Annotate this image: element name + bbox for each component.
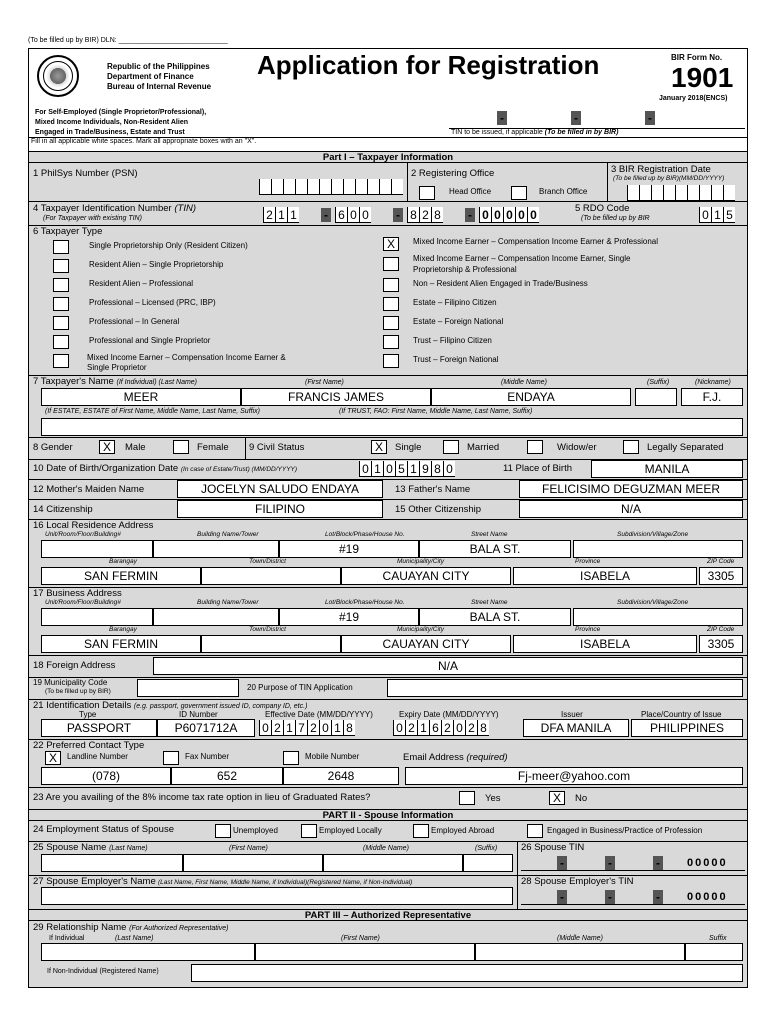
rep-first-name-field[interactable]	[255, 943, 475, 961]
nickname-caption: (Nickname)	[695, 379, 731, 386]
res-lot-field[interactable]: #19	[279, 540, 419, 558]
type-prof-general-checkbox[interactable]	[53, 316, 69, 330]
res-town-field[interactable]	[201, 567, 341, 585]
f8-label: 8 Gender	[33, 442, 73, 453]
f13-label: 13 Father's Name	[395, 484, 471, 495]
type-prof-general-label: Professional – In General	[89, 317, 180, 326]
type-mixed-all-label2: Proprietorship & Professional	[413, 265, 517, 274]
res-street-field[interactable]: BALA ST.	[419, 540, 571, 558]
registration-date-boxes[interactable]	[627, 185, 735, 201]
tin-digits-group2[interactable]: 6 0 0	[335, 207, 371, 223]
rep-last-name-field[interactable]	[41, 943, 255, 961]
eight-percent-no-checkbox[interactable]: X	[549, 791, 565, 805]
f16-label: 16 Local Residence Address	[33, 520, 154, 531]
married-checkbox[interactable]	[443, 440, 459, 454]
f9-label: 9 Civil Status	[249, 442, 305, 453]
estate-trust-name-field[interactable]	[41, 418, 743, 436]
res-building-caption: Building Name/Tower	[197, 531, 259, 538]
bus-unit-caption: Unit/Room/Floor/Building#	[45, 599, 121, 606]
bus-lot-caption: Lot/Block/Phase/House No.	[325, 599, 405, 606]
rep-suffix-field[interactable]	[685, 943, 743, 961]
id-issuer-field[interactable]: DFA MANILA	[523, 719, 629, 737]
f17-label: 17 Business Address	[33, 588, 122, 599]
if-non-individual-label: If Non-Individual (Registered Name)	[47, 968, 159, 975]
f15-label: 15 Other Citizenship	[395, 504, 482, 515]
rdo-code-boxes[interactable]: 0 1 5	[699, 207, 735, 223]
email-label: Email Address (required)	[403, 752, 508, 763]
res-subdivision-caption: Subdivision/Village/Zone	[617, 531, 689, 538]
type-nra-label: Non – Resident Alien Engaged in Trade/Business	[413, 279, 588, 288]
part3-title: PART III – Authorized Representative	[29, 909, 747, 921]
res-province-field[interactable]: ISABELA	[513, 567, 697, 585]
for-line-1: For Self-Employed (Single Proprietor/Professional),	[35, 109, 207, 116]
bus-building-field[interactable]	[153, 608, 279, 626]
republic-label: Republic of the Philippines	[107, 62, 210, 71]
type-nra-checkbox[interactable]	[383, 278, 399, 292]
fax-label: Fax Number	[185, 752, 230, 761]
middle-name-field[interactable]: ENDAYA	[431, 388, 631, 406]
male-checkbox[interactable]: X	[99, 440, 115, 454]
bus-barangay-caption: Barangay	[109, 626, 137, 633]
rep-last-caption: (Last Name)	[115, 935, 154, 942]
id-type-caption: Type	[79, 710, 97, 719]
f2-label: 2 Registering Office	[411, 168, 495, 179]
married-label: Married	[467, 442, 500, 453]
type-prof-licensed-label: Professional – Licensed (PRC, IBP)	[89, 298, 216, 307]
female-label: Female	[197, 442, 229, 453]
bus-lot-field[interactable]: #19	[279, 608, 419, 626]
spouse-last-name-field[interactable]	[41, 854, 183, 872]
form-date: January 2018(ENCS)	[659, 95, 728, 102]
type-ra-single-prop-label: Resident Alien – Single Proprietorship	[89, 260, 224, 269]
rep-suffix-caption: Suffix	[709, 935, 727, 942]
f23-label: 23 Are you availing of the 8% income tax rate option in lieu of Graduated Rates?	[33, 792, 371, 803]
rep-registered-name-field[interactable]	[191, 964, 743, 982]
res-barangay-field[interactable]: SAN FERMIN	[41, 567, 201, 585]
suffix-caption: (Suffix)	[647, 379, 670, 386]
type-mixed-all-label: Mixed Income Earner – Compensation Income Earner, Single	[413, 254, 631, 263]
id-effective-date-boxes[interactable]: 0 2 1 7 2 0 1 8	[259, 720, 355, 736]
res-zip-field[interactable]: 3305	[699, 567, 743, 585]
bus-barangay-field[interactable]: SAN FERMIN	[41, 635, 201, 653]
foreign-address-field[interactable]: N/A	[153, 657, 743, 675]
f7-label: 7 Taxpayer's Name (If Individual) (Last Name)	[33, 376, 198, 387]
part1-title: Part I – Taxpayer Information	[29, 151, 747, 163]
rep-middle-name-field[interactable]	[475, 943, 685, 961]
first-name-field[interactable]: FRANCIS JAMES	[241, 388, 431, 406]
last-name-field[interactable]: MEER	[41, 388, 241, 406]
eight-percent-yes-checkbox[interactable]	[459, 791, 475, 805]
type-ra-professional-checkbox[interactable]	[53, 278, 69, 292]
type-mixed-professional-label: Mixed Income Earner – Compensation Income Earner & Professional	[413, 237, 659, 246]
place-of-birth-field[interactable]: MANILA	[591, 460, 743, 478]
spouse-employer-name-field[interactable]	[41, 887, 513, 905]
bus-subdivision-field[interactable]	[573, 608, 743, 626]
email-field[interactable]: Fj-meer@yahoo.com	[405, 767, 743, 785]
bus-street-field[interactable]: BALA ST.	[419, 608, 571, 626]
spouse-first-name-field[interactable]	[183, 854, 323, 872]
separated-checkbox[interactable]	[623, 440, 639, 454]
id-expiry-caption: Expiry Date (MM/DD/YYYY)	[399, 710, 499, 719]
phone-area-field[interactable]: (078)	[41, 767, 171, 785]
first-name-caption: (First Name)	[305, 379, 344, 386]
f14-label: 14 Citizenship	[33, 504, 93, 515]
type-estate-filipino-checkbox[interactable]	[383, 297, 399, 311]
f3-label: 3 BIR Registration Date	[611, 164, 711, 175]
bus-building-caption: Building Name/Tower	[197, 599, 259, 606]
spouse-employed-locally-label: Employed Locally	[319, 826, 382, 835]
id-expiry-date-boxes[interactable]: 0 2 1 6 2 0 2 8	[393, 720, 489, 736]
bus-town-field[interactable]	[201, 635, 341, 653]
res-lot-caption: Lot/Block/Phase/House No.	[325, 531, 405, 538]
f27-label: 27 Spouse Employer's Name (Last Name, First Name, Middle Name, if Individual)(Registered Name, if Non-Individual)	[33, 876, 413, 887]
bus-zip-field[interactable]: 3305	[699, 635, 743, 653]
type-prof-single-prop-checkbox[interactable]	[53, 335, 69, 349]
f12-label: 12 Mother's Maiden Name	[33, 484, 145, 495]
type-trust-filipino-label: Trust – Filipino Citizen	[413, 336, 492, 345]
no-label: No	[575, 793, 588, 804]
spouse-tin-branch: 00000	[687, 857, 728, 869]
res-unit-caption: Unit/Room/Floor/Building#	[45, 531, 121, 538]
mobile-checkbox[interactable]	[283, 751, 299, 765]
f18-label: 18 Foreign Address	[33, 660, 116, 671]
type-mixed-single-prop-checkbox[interactable]	[53, 354, 69, 368]
spouse-unemployed-label: Unemployed	[233, 826, 278, 835]
type-ra-professional-label: Resident Alien – Professional	[89, 279, 194, 288]
id-number-caption: ID Number	[179, 710, 218, 719]
head-office-label: Head Office	[449, 187, 492, 196]
bus-province-caption: Province	[575, 626, 601, 633]
type-single-prop-label: Single Proprietorship Only (Resident Citizen)	[89, 241, 248, 250]
bus-street-caption: Street Name	[471, 599, 508, 606]
f19-note: (To be filled up by BIR)	[45, 688, 111, 695]
type-estate-filipino-label: Estate – Filipino Citizen	[413, 298, 497, 307]
bus-town-caption: Town/District	[249, 626, 286, 633]
purpose-tin-field[interactable]	[387, 679, 743, 697]
bus-city-caption: Municipality/City	[397, 626, 444, 633]
type-ra-single-prop-checkbox[interactable]	[53, 259, 69, 273]
rep-middle-caption: (Middle Name)	[557, 935, 603, 942]
type-prof-single-prop-label: Professional and Single Proprietor	[89, 336, 211, 345]
res-zip-caption: ZIP Code	[707, 558, 735, 565]
f10-label: 10 Date of Birth/Organization Date (In case of Estate/Trust) (MM/DD/YYYY)	[33, 463, 298, 474]
fax-checkbox[interactable]	[163, 751, 179, 765]
bureau-label: Bureau of Internal Revenue	[107, 82, 212, 91]
res-city-field[interactable]: CAUAYAN CITY	[341, 567, 511, 585]
type-trust-filipino-checkbox[interactable]	[383, 335, 399, 349]
f22-label: 22 Preferred Contact Type	[33, 740, 145, 751]
dob-boxes[interactable]: 0 1 0 5 1 9 8 0	[359, 461, 455, 477]
f4-note: (For Taxpayer with existing TIN)	[43, 215, 142, 222]
landline-checkbox[interactable]: X	[45, 751, 61, 765]
f28-label: 28 Spouse Employer's TIN	[521, 876, 634, 887]
form-number: 1901	[671, 62, 734, 93]
spouse-middle-caption: (Middle Name)	[363, 845, 409, 852]
suffix-field[interactable]	[635, 388, 677, 406]
id-issuer-caption: Issuer	[561, 710, 583, 719]
f29-label: 29 Relationship Name (For Authorized Representative)	[33, 922, 229, 933]
id-number-field[interactable]: P6071712A	[157, 719, 255, 737]
fill-note: Fill in all applicable white spaces. Mark all appropriate boxes with an "X".	[31, 138, 257, 145]
head-office-checkbox[interactable]	[419, 186, 435, 200]
for-line-3: Engaged in Trade/Business, Estate and Trust	[35, 129, 185, 136]
id-country-field[interactable]: PHILIPPINES	[631, 719, 743, 737]
res-city-caption: Municipality/City	[397, 558, 444, 565]
bus-city-field[interactable]: CAUAYAN CITY	[341, 635, 511, 653]
spouse-unemployed-checkbox[interactable]	[215, 824, 231, 838]
type-trust-foreign-label: Trust – Foreign National	[413, 355, 499, 364]
estate-note: (If ESTATE, ESTATE of First Name, Middle Name, Last Name, Suffix)	[45, 408, 260, 415]
tin-digits-group3[interactable]: 8 2 8	[407, 207, 443, 223]
trust-note: (If TRUST, FAO: First Name, Middle Name, Last Name, Suffix)	[339, 408, 533, 415]
type-prof-licensed-checkbox[interactable]	[53, 297, 69, 311]
spouse-engaged-label: Engaged in Business/Practice of Profession	[547, 826, 703, 835]
f24-label: 24 Employment Status of Spouse	[33, 824, 174, 835]
father-name-field[interactable]: FELICISIMO DEGUZMAN MEER	[519, 480, 743, 498]
res-subdivision-field[interactable]	[573, 540, 743, 558]
f21-label: 21 Identification Details (e.g. passport, government issued ID, company ID, etc.)	[33, 700, 308, 711]
tin-digits-group1[interactable]: 2 1 1	[263, 207, 299, 223]
municipality-code-field[interactable]	[137, 679, 239, 697]
res-building-field[interactable]	[153, 540, 279, 558]
spouse-suffix-caption: (Suffix)	[475, 845, 498, 852]
type-estate-foreign-label: Estate – Foreign National	[413, 317, 504, 326]
spouse-employer-tin-boxes[interactable]: - - - 00000	[521, 889, 745, 905]
spouse-tin-boxes[interactable]: - - - 00000	[521, 855, 745, 871]
spouse-employed-abroad-label: Employed Abroad	[431, 826, 495, 835]
f5-note: (To be filled up by BIR	[581, 215, 650, 222]
male-label: Male	[125, 442, 146, 453]
f25-label: 25 Spouse Name (Last Name)	[33, 842, 148, 853]
spouse-first-caption: (First Name)	[229, 845, 268, 852]
branch-office-label: Branch Office	[539, 187, 588, 196]
tin-issue-label: TIN to be issued, if applicable (To be filled in by BIR)	[451, 129, 619, 136]
type-single-prop-checkbox[interactable]	[53, 240, 69, 254]
single-label: Single	[395, 442, 422, 453]
citizenship-field[interactable]: FILIPINO	[177, 500, 383, 518]
f20-label: 20 Purpose of TIN Application	[247, 683, 353, 692]
type-trust-foreign-checkbox[interactable]	[383, 354, 399, 368]
other-citizenship-field[interactable]: N/A	[519, 500, 743, 518]
res-unit-field[interactable]	[41, 540, 153, 558]
res-province-caption: Province	[575, 558, 601, 565]
if-individual-label: If Individual	[49, 935, 85, 942]
bus-province-field[interactable]: ISABELA	[513, 635, 697, 653]
f3-note: (To be filled up by BIR)(MM/DD/YYYY)	[613, 175, 725, 182]
f1-label: 1 PhilSys Number (PSN)	[33, 168, 138, 179]
department-label: Department of Finance	[107, 72, 194, 81]
dln-label: (To be filled up by BIR) DLN: ____________________________	[28, 37, 228, 44]
form-no-label: BIR Form No.	[671, 53, 723, 62]
for-line-2: Mixed Income Individuals, Non-Resident Alien	[35, 119, 188, 126]
f26-label: 26 Spouse TIN	[521, 842, 585, 853]
bir-seal-logo	[37, 55, 79, 97]
middle-name-caption: (Middle Name)	[501, 379, 547, 386]
bir-form-1901: Republic of the Philippines Department of Finance Bureau of Internal Revenue Application for Registration BIR Form No. 1901 January 2018(ENCS) For Self-Employed (Single Proprietor/Professional), Mixed Income Individuals, Non-Resident Alien Engaged in Trade/Business, Estate and Trust - - - TIN to be issued, if applicable (To be filled in by BIR) Fill in all applicable white spaces. Mark all appropriate boxes with an "X". Part I – Taxpayer Information 1 PhilSys Number (PSN) 2 Registering Office Head Office Branch Office 3 BIR Registration Date (To be filled up by BIR)(MM/DD/YYYY) 4 Taxpayer Identification Number (TIN) (For Taxpayer with existing TIN) 2 1 1 - 6 0 0 - 8 2 8 - 0 0 0 0 0 5 RDO Code (To be filled up by BIR 0 1 5 6 Taxpayer Type Single Proprietorship Only (Resident Citizen) Resident Alien – Single Proprietorship Resident Alien – Professional Professional – Licensed (PRC, IBP) Professional – In General Professional and Single Proprietor Mixed Income Earner – Compensation Income Earner & Single Proprietor X Mixed Income Earner – Compensation Income Earner & Professional Mixed Income Earner – Compensation Income Earner, Single Proprietorship & Professional Non – Resident Alien Engaged in Trade/Business Estate – Filipino Citizen Estate – Foreign National Trust – Filipino Citizen Trust – Foreign National 7 Taxpayer's Name (If Individual) (Last Name) (First Name) (Middle Name) (Suffix) (Nickname) MEER FRANCIS JAMES ENDAYA F.J. (If ESTATE, ESTATE of First Name, Middle Name, Last Name, Suffix) (If TRUST, FAO: First Name, Middle Name, Last Name, Suffix) 8 Gender X Male Female 9 Civil Status X Single Married Widow/er Legally Separated 10 Date of Birth/Organization Date (In case of Estate/Trust) (MM/DD/YYYY) 0 1 0 5 1 9 8 0 11 Place of Birth MANILA 12 Mother's Maiden Name JOCELYN SALUDO ENDAYA 13 Father's Name FELICISIMO DEGUZMAN MEER 14 Citizenship FILIPINO 15 Other Citizenship N/A 16 Local Residence Address Unit/Room/Floor/Building# Building Name/Tower Lot/Block/Phase/House No. Street Name Subdivision/Village/Zone #19 BALA ST. Barangay Town/District Municipality/City Province ZIP Code SAN FERMIN CAUAYAN CITY ISABELA 3305 17 Business Address Unit/Room/Floor/Building# Building Name/Tower Lot/Block/Phase/House No. Street Name Subdivision/Village/Zone #19 BALA ST. Barangay Town/District Municipality/City Province ZIP Code SAN FERMIN CAUAYAN CITY ISABELA 3305 18 Foreign Address N/A 19 Municipality Code (To be filled up by BIR) 20 Purpose of TIN Application 21 Identification Details (e.g. passport, government issued ID, company ID, etc.) Type ID Number Effective Date (MM/DD/YYYY) Expiry Date (MM/DD/YYYY) Issuer Place/Country of Issue PASSPORT P6071712A 0 2 1 7 2 0 1 8 0 2 1 6 2 0 2 8 DFA MANILA PHILIPPINES 22 Preferred Contact Type X Landline Number Fax Number Mobile Number Email Address (required) (078) 652 2648 Fj-meer@yahoo.com 23 Are you availing of the 8% income tax rate option in lieu of Graduated Rates? Yes X No PART II - Spouse Information 24 Employment Status of Spouse Unemployed Employed Locally Employed Abroad Engaged in Business/Practice of Profession 25 Spouse Name (Last Name) (First Name) (Middle Name) (Suffix) 26 Spouse TIN - - - 00000 27 Spouse Employer's Name (Last Name, First Name, Middle Name, if Individual)(Registered Name, if Non-Individual) 28 Spouse Employer's TIN - - - 00000 PART III – Authorized Representative 29 Relationship Name (For Authorized Representative) If Individual (Last Name) (First Name) (Middle Name) Suffix If Non-Individual (Registered Name)	[28, 48, 748, 988]
single-checkbox[interactable]: X	[371, 440, 387, 454]
spouse-employed-abroad-checkbox[interactable]	[413, 824, 429, 838]
f19-label: 19 Municipality Code	[33, 678, 108, 687]
nickname-field[interactable]: F.J.	[681, 388, 743, 406]
spouse-employer-tin-branch: 00000	[687, 891, 728, 903]
id-country-caption: Place/Country of Issue	[641, 710, 722, 719]
tin-to-be-issued-boxes[interactable]: - - -	[449, 109, 745, 129]
spouse-employed-locally-checkbox[interactable]	[301, 824, 317, 838]
id-type-field[interactable]: PASSPORT	[41, 719, 157, 737]
female-checkbox[interactable]	[173, 440, 189, 454]
landline-label: Landline Number	[67, 752, 128, 761]
widow-label: Widow/er	[557, 442, 597, 453]
bus-unit-field[interactable]	[41, 608, 153, 626]
spouse-middle-name-field[interactable]	[323, 854, 463, 872]
id-effective-caption: Effective Date (MM/DD/YYYY)	[265, 710, 373, 719]
widow-checkbox[interactable]	[527, 440, 543, 454]
page-title: Application for Registration	[257, 50, 600, 80]
res-barangay-caption: Barangay	[109, 558, 137, 565]
f6-label: 6 Taxpayer Type	[33, 226, 103, 237]
type-mixed-single-prop-label2: Single Proprietor	[87, 363, 147, 372]
rep-first-caption: (First Name)	[341, 935, 380, 942]
spouse-engaged-checkbox[interactable]	[527, 824, 543, 838]
tin-digits-branch[interactable]: 0 0 0 0 0	[479, 207, 539, 223]
type-mixed-single-prop-label: Mixed Income Earner – Compensation Income Earner &	[87, 353, 286, 362]
f11-label: 11 Place of Birth	[503, 463, 573, 474]
yes-label: Yes	[485, 793, 501, 804]
psn-boxes[interactable]	[259, 179, 403, 195]
type-mixed-all-checkbox[interactable]	[383, 257, 399, 271]
type-estate-foreign-checkbox[interactable]	[383, 316, 399, 330]
type-mixed-professional-checkbox[interactable]: X	[383, 237, 399, 251]
branch-office-checkbox[interactable]	[511, 186, 527, 200]
res-street-caption: Street Name	[471, 531, 508, 538]
phone-number-field[interactable]: 2648	[283, 767, 399, 785]
bus-subdivision-caption: Subdivision/Village/Zone	[617, 599, 689, 606]
f4-label: 4 Taxpayer Identification Number (TIN)	[33, 203, 196, 214]
mobile-label: Mobile Number	[305, 752, 360, 761]
part2-title: PART II - Spouse Information	[29, 809, 747, 821]
mother-maiden-name-field[interactable]: JOCELYN SALUDO ENDAYA	[177, 480, 383, 498]
phone-prefix-field[interactable]: 652	[171, 767, 283, 785]
res-town-caption: Town/District	[249, 558, 286, 565]
separated-label: Legally Separated	[647, 442, 724, 453]
spouse-suffix-field[interactable]	[463, 854, 513, 872]
bus-zip-caption: ZIP Code	[707, 626, 735, 633]
f5-label: 5 RDO Code	[575, 203, 630, 214]
